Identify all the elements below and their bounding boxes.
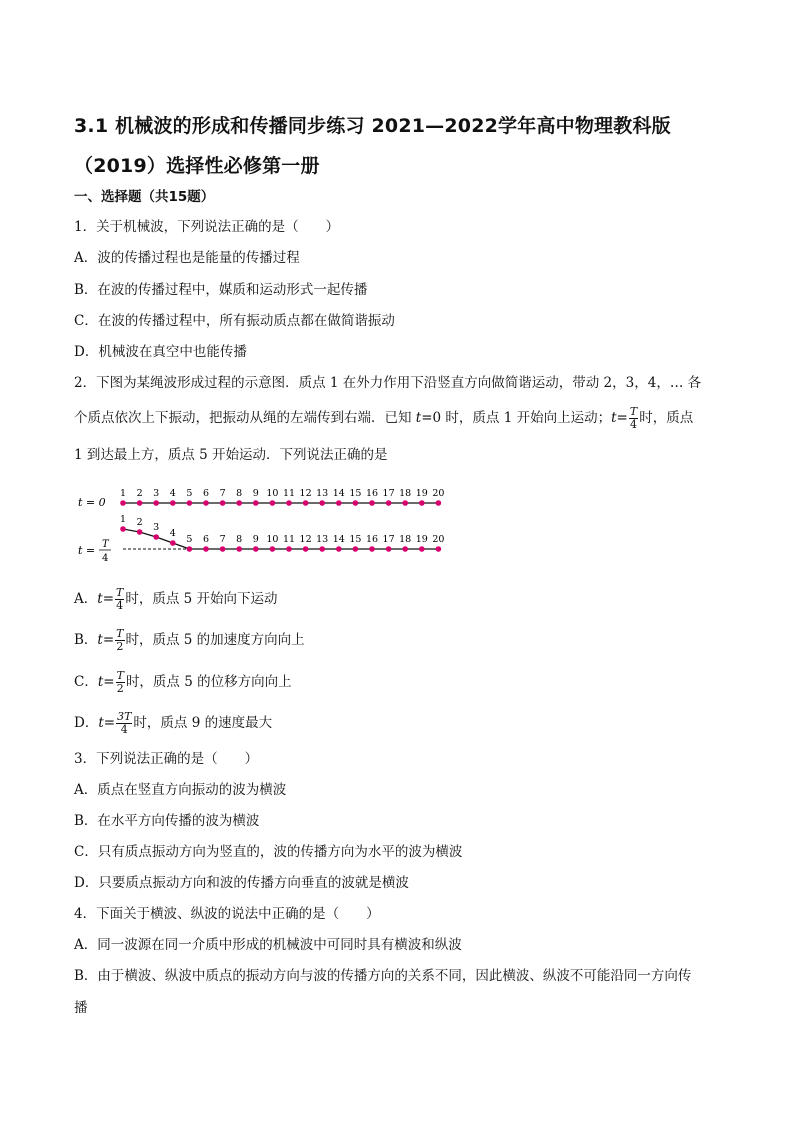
point-t0-9 — [253, 500, 259, 506]
label-t0-12: 12 — [299, 488, 312, 499]
q1-stem: 1．关于机械波，下列说法正确的是（ ） — [74, 219, 340, 235]
point-tT4-17 — [386, 546, 392, 552]
q2-stem-line-3: 1 到达最上方，质点 5 开始运动．下列说法正确的是 — [74, 447, 388, 463]
title-line-2: （2019）选择性必修第一册 — [74, 155, 320, 177]
label-t0-3: 3 — [153, 488, 160, 499]
q2-option-d: D．t= $\frac{3T}{4}$ 时，质点 9 的速度最大 — [74, 710, 273, 736]
label-tT4-2: 2 — [136, 517, 143, 528]
label-t0-11: 11 — [282, 488, 296, 499]
label-tT4-20: 20 — [432, 534, 445, 545]
label-t0-16: 16 — [365, 488, 379, 499]
q4-option-a: A．同一波源在同一介质中形成的机械波中可同时具有横波和纵波 — [74, 937, 462, 953]
label-t0-13: 13 — [316, 488, 329, 499]
q1-option-b: B．在波的传播过程中，媒质和运动形式一起传播 — [74, 282, 368, 298]
point-tT4-15 — [353, 546, 359, 552]
point-tT4-4 — [170, 540, 176, 546]
q1-option-a: A．波的传播过程也是能量的传播过程 — [74, 250, 300, 266]
label-tT4-12: 12 — [299, 534, 312, 545]
point-t0-3 — [153, 500, 159, 506]
label-tT4-3: 3 — [153, 522, 160, 533]
label-t0-15: 15 — [349, 488, 362, 499]
document-title — [74, 106, 734, 186]
q3-option-d: D．只要质点振动方向和波的传播方向垂直的波就是横波 — [74, 875, 409, 891]
point-t0-6 — [203, 500, 209, 506]
point-t0-18 — [402, 500, 408, 506]
section-heading: 一、选择题（共15题） — [74, 189, 215, 205]
label-t0-4: 4 — [169, 488, 176, 499]
point-t0-17 — [386, 500, 392, 506]
point-tT4-6 — [203, 546, 209, 552]
point-t0-14 — [336, 500, 342, 506]
point-t0-2 — [137, 500, 143, 506]
point-t0-12 — [303, 500, 309, 506]
point-tT4-5 — [187, 546, 193, 552]
svg-text:t =: t = — [78, 544, 96, 557]
fraction-T-over-4: $\frac{T}{4}$ — [629, 405, 638, 431]
label-t0-9: 9 — [252, 488, 259, 499]
point-t0-5 — [187, 500, 193, 506]
point-t0-8 — [236, 500, 242, 506]
point-tT4-19 — [419, 546, 425, 552]
point-t0-4 — [170, 500, 176, 506]
fraction-T-over-4: $\frac{T}{4}$ — [116, 586, 124, 612]
point-tT4-14 — [336, 546, 342, 552]
label-t0-8: 8 — [236, 488, 243, 499]
point-t0-20 — [436, 500, 442, 506]
point-t0-10 — [270, 500, 276, 506]
fraction-T-over-2: $\frac{T}{2}$ — [116, 627, 124, 653]
label-tT4-4: 4 — [169, 528, 176, 539]
label-tT4-11: 11 — [282, 534, 296, 545]
point-tT4-9 — [253, 546, 259, 552]
point-tT4-7 — [220, 546, 226, 552]
label-t0-17: 17 — [382, 488, 395, 499]
point-t0-1 — [120, 500, 126, 506]
label-tT4-6: 6 — [202, 534, 210, 545]
label-t0-18: 18 — [399, 488, 412, 499]
label-t0-1: 1 — [119, 488, 127, 499]
svg-text:4: 4 — [102, 553, 109, 564]
point-tT4-3 — [153, 534, 159, 540]
q1-option-c: C．在波的传播过程中，所有振动质点都在做简谐振动 — [74, 313, 395, 329]
label-t0: t = 0 — [78, 496, 106, 509]
point-t0-13 — [319, 500, 325, 506]
label-tT4-13: 13 — [316, 534, 329, 545]
label-t0-7: 7 — [219, 488, 226, 499]
point-t0-19 — [419, 500, 425, 506]
label-tT4-17: 17 — [382, 534, 395, 545]
point-t0-11 — [286, 500, 292, 506]
q2-option-c: C．t= $\frac{T}{2}$ 时，质点 5 的位移方向向上 — [74, 669, 292, 695]
label-t0-19: 19 — [415, 488, 428, 499]
label-tT4-14: 14 — [332, 534, 345, 545]
point-tT4-20 — [436, 546, 442, 552]
point-tT4-18 — [402, 546, 408, 552]
rope-wave-diagram — [74, 480, 454, 570]
label-tT4-18: 18 — [399, 534, 412, 545]
label-tT4-16: 16 — [365, 534, 379, 545]
label-tT4-5: 5 — [186, 534, 193, 545]
label-t0-20: 20 — [432, 488, 445, 499]
fraction-3T-over-4: $\frac{3T}{4}$ — [117, 710, 132, 736]
point-tT4-2 — [137, 529, 143, 535]
row-tT4 — [120, 514, 444, 552]
point-tT4-8 — [236, 546, 242, 552]
q4-option-b-line-2: 播 — [74, 1000, 88, 1016]
label-tT4-1: 1 — [119, 514, 127, 525]
point-tT4-1 — [120, 526, 126, 532]
q1-option-d: D．机械波在真空中也能传播 — [74, 344, 247, 360]
q4-option-b-line-1: B．由于横波、纵波中质点的振动方向与波的传播方向的关系不同，因此横波、纵波不可能沿同一方向传 — [74, 968, 692, 984]
q4-stem: 4．下面关于横波、纵波的说法中正确的是（ ） — [74, 906, 380, 922]
q3-stem: 3．下列说法正确的是（ ） — [74, 751, 259, 767]
point-tT4-16 — [369, 546, 375, 552]
label-t0-10: 10 — [266, 488, 279, 499]
label-t0-14: 14 — [332, 488, 345, 499]
label-tT4-9: 9 — [252, 534, 259, 545]
point-tT4-13 — [319, 546, 325, 552]
point-t0-16 — [369, 500, 375, 506]
q3-option-c: C．只有质点振动方向为竖直的，波的传播方向为水平的波为横波 — [74, 844, 463, 860]
q3-option-b: B．在水平方向传播的波为横波 — [74, 813, 260, 829]
label-t0-5: 5 — [186, 488, 193, 499]
label-tT4-19: 19 — [415, 534, 428, 545]
label-tT4-8: 8 — [236, 534, 243, 545]
label-tT4-7: 7 — [219, 534, 226, 545]
point-tT4-10 — [270, 546, 276, 552]
label-tT4-10: 10 — [266, 534, 279, 545]
row-t0 — [120, 488, 444, 506]
q2-stem-line-2: 个质点依次上下振动，把振动从绳的左端传到右端．已知 t=0 时，质点 1 开始向上运动；t= $\frac{T}{4}$ 时，质点 — [74, 405, 694, 431]
point-t0-15 — [353, 500, 359, 506]
point-tT4-11 — [286, 546, 292, 552]
q2-option-a: A．t= $\frac{T}{4}$ 时，质点 5 开始向下运动 — [74, 586, 278, 612]
q3-option-a: A．质点在竖直方向振动的波为横波 — [74, 782, 287, 798]
point-t0-7 — [220, 500, 226, 506]
label-t0-2: 2 — [136, 488, 143, 499]
label-tT4-15: 15 — [349, 534, 362, 545]
fraction-T-over-2: $\frac{T}{2}$ — [116, 669, 124, 695]
point-tT4-12 — [303, 546, 309, 552]
svg-text:T: T — [102, 539, 109, 550]
label-t0-6: 6 — [202, 488, 210, 499]
label-t-T4 — [78, 539, 111, 564]
title-line-1: 3.1 机械波的形成和传播同步练习 2021—2022学年高中物理教科版 — [74, 115, 671, 137]
q2-stem-line-1: 2．下图为某绳波形成过程的示意图．质点 1 在外力作用下沿竖直方向做简谐运动，带动 2，3，4，… 各 — [74, 375, 702, 391]
q2-option-b: B．t= $\frac{T}{2}$ 时，质点 5 的加速度方向向上 — [74, 627, 305, 653]
